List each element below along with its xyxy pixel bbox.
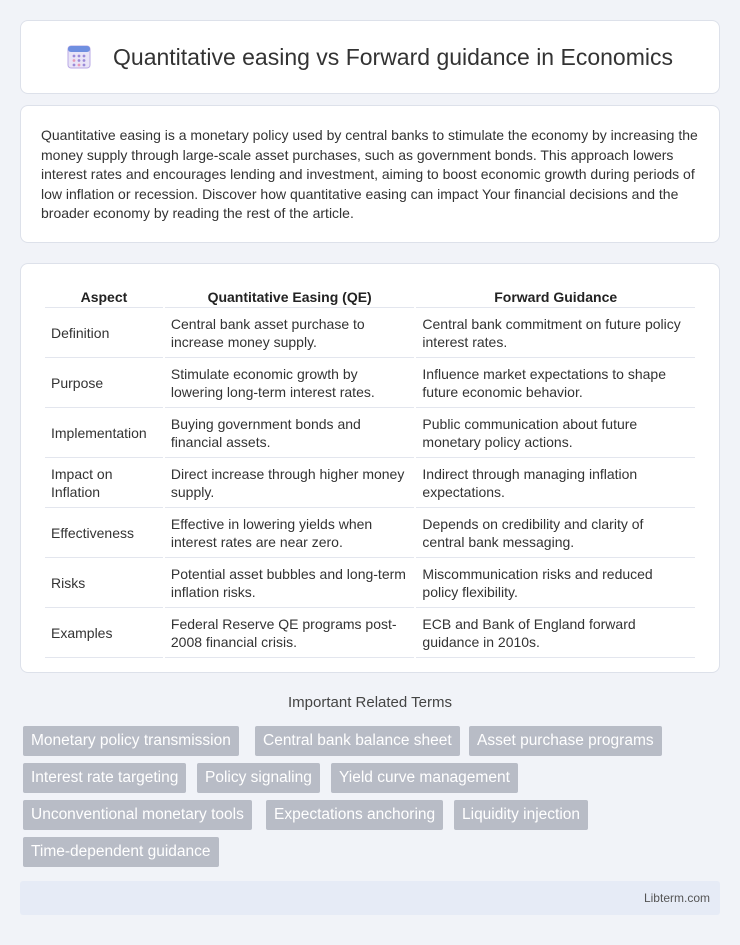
related-term-tag[interactable]: Yield curve management: [331, 763, 518, 793]
related-term-tag[interactable]: Central bank balance sheet: [255, 726, 460, 756]
table-cell-fg: Indirect through managing inflation expectations.: [416, 458, 695, 508]
table-row: [45, 608, 695, 658]
related-term-tag[interactable]: Monetary policy transmission: [23, 726, 239, 756]
table-cell-qe: Direct increase through higher money supply.: [165, 458, 415, 508]
table-cell-aspect: Impact on Inflation: [45, 458, 163, 508]
table-row: [45, 508, 695, 558]
table-row: [45, 458, 695, 508]
comparison-table: [43, 284, 697, 658]
comparison-table-card: [20, 263, 720, 673]
table-cell-qe: Federal Reserve QE programs post-2008 financial crisis.: [165, 608, 415, 658]
related-term-tag[interactable]: Expectations anchoring: [266, 800, 443, 830]
intro-text: Quantitative easing is a monetary policy used by central banks to stimulate the economy by increasing the money supply through large-scale asset purchases, such as government bonds. This approach lowers interest rates and encourages lending and investment, aiming to boost economic growth during periods of low inflation or recession. Discover how quantitative easing can impact Your financial decisions and the broader economy by reading the rest of the article.: [41, 127, 698, 222]
table-cell-fg: Central bank commitment on future policy interest rates.: [416, 308, 695, 358]
table-header-cell: Forward Guidance: [416, 284, 695, 308]
table-cell-fg: Depends on credibility and clarity of central bank messaging.: [416, 508, 695, 558]
related-term-tag[interactable]: Time-dependent guidance: [23, 837, 219, 867]
table-cell-aspect: Effectiveness: [45, 508, 163, 558]
table-cell-qe: Potential asset bubbles and long-term inflation risks.: [165, 558, 415, 608]
table-header-row: [45, 284, 695, 308]
page-title: Quantitative easing vs Forward guidance in Economics: [113, 43, 673, 70]
table-row: [45, 408, 695, 458]
table-row: [45, 358, 695, 408]
related-terms-title: Important Related Terms: [288, 694, 452, 711]
table-cell-aspect: Examples: [45, 608, 163, 658]
table-cell-fg: Influence market expectations to shape future economic behavior.: [416, 358, 695, 408]
header-card: [20, 20, 720, 94]
table-cell-aspect: Risks: [45, 558, 163, 608]
intro-card: [20, 105, 720, 243]
table-cell-qe: Effective in lowering yields when interest rates are near zero.: [165, 508, 415, 558]
table-row: [45, 558, 695, 608]
table-cell-aspect: Implementation: [45, 408, 163, 458]
table-cell-qe: Buying government bonds and financial assets.: [165, 408, 415, 458]
table-cell-fg: Public communication about future monetary policy actions.: [416, 408, 695, 458]
table-header-cell: Quantitative Easing (QE): [165, 284, 415, 308]
table-list-icon: [67, 44, 91, 70]
related-term-tag[interactable]: Policy signaling: [197, 763, 320, 793]
related-term-tag[interactable]: Liquidity injection: [454, 800, 588, 830]
table-cell-aspect: Definition: [45, 308, 163, 358]
related-term-tag[interactable]: Interest rate targeting: [23, 763, 186, 793]
table-cell-fg: Miscommunication risks and reduced policy flexibility.: [416, 558, 695, 608]
related-term-tag[interactable]: Asset purchase programs: [469, 726, 662, 756]
table-row: [45, 308, 695, 358]
table-cell-qe: Central bank asset purchase to increase money supply.: [165, 308, 415, 358]
related-term-tag[interactable]: Unconventional monetary tools: [23, 800, 252, 830]
table-cell-aspect: Purpose: [45, 358, 163, 408]
footer: [20, 881, 720, 915]
footer-site-link[interactable]: Libterm.com: [643, 891, 710, 905]
table-cell-fg: ECB and Bank of England forward guidance in 2010s.: [416, 608, 695, 658]
table-header-cell: Aspect: [45, 284, 163, 308]
table-cell-qe: Stimulate economic growth by lowering long-term interest rates.: [165, 358, 415, 408]
